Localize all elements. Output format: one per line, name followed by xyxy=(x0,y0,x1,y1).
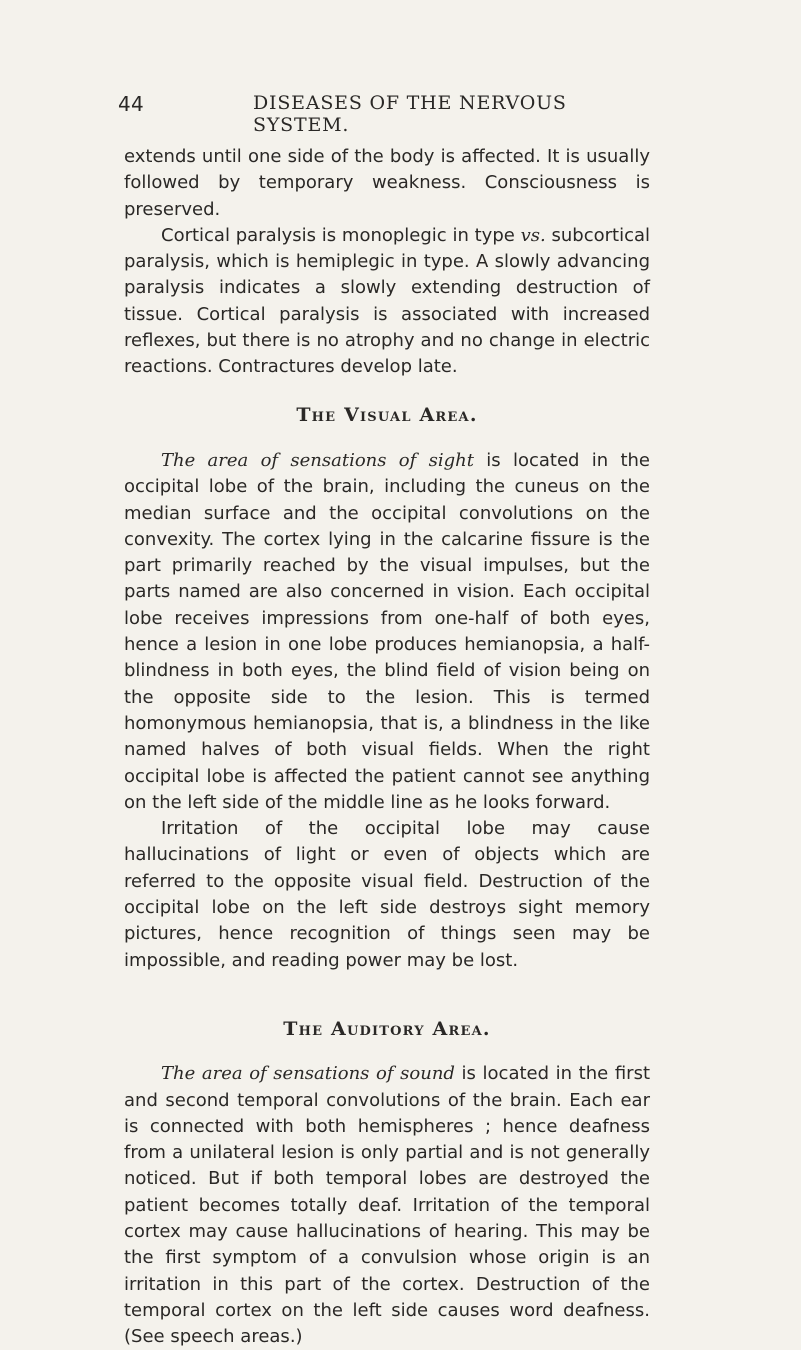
page-header xyxy=(118,92,648,136)
section-heading-visual-area: The Visual Area. xyxy=(296,403,478,426)
paragraph-auditory-area xyxy=(124,1061,650,1350)
paragraph-text: subcortical paralysis, which is hemiplegic in type. A slowly advancing paralysis indicates a slowly extending destruction of tissue. Cortical paralysis is associated with increased reflexes, but there is no atrophy and no change in electric reactions. Contractures develop late. xyxy=(124,224,650,378)
italic-phrase: The area of sensations of sound xyxy=(161,1063,455,1085)
body-text xyxy=(124,144,650,1350)
paragraph-text: is located in the occipital lobe of the brain, including the cuneus on the median surface and the occipital convolutions on the convexity. The cortex lying in the calcarine fissure is the part primarily reached by the visual impulses, but the parts named are also concerned in vision. Each occipital lobe receives impressions from one-half of both eyes, hence a lesion in one lobe produces hemianopsia, a half-blindness in both eyes, the blind field of vision being on the opposite side to the lesion. This is termed homonymous hemianopsia, that is, a blindness in the like named halves of both visual fields. When the right occipital lobe is affected the patient cannot see anything on the left side of the middle line as he looks forward. xyxy=(124,449,650,813)
paragraph-continuation: extends until one side of the body is affected. It is usually followed by temporary weakness. Consciousness is preserved. xyxy=(124,146,650,220)
page-number: 44 xyxy=(118,92,145,116)
paragraph-text: is located in the first and second temporal convolutions of the brain. Each ear is connected with both hemispheres ; hence deafness from a unilateral lesion is only partial and is not generally noticed. But if both temporal lobes are destroyed the patient becomes totally deaf. Irritation of the temporal cortex may cause hallucinations of hearing. This may be the first symptom of a convulsion whose origin is an irritation in this part of the cortex. Destruction of the temporal cortex on the left side causes word deafness. (See speech areas.) xyxy=(124,1063,651,1348)
paragraph-visual-area xyxy=(124,448,650,816)
paragraph-text: Cortical paralysis is monoplegic in type xyxy=(161,224,521,246)
italic-phrase: The area of sensations of sight xyxy=(161,449,474,471)
running-title: DISEASES OF THE NERVOUS SYSTEM. xyxy=(253,92,567,136)
italic-vs: vs. xyxy=(520,224,546,246)
paragraph-cortical-paralysis xyxy=(124,223,650,381)
paragraph-occipital-irritation: Irritation of the occipital lobe may cause hallucinations of light or even of objects which are referred to the opposite visual field. Destruction of the occipital lobe on the left side destroys sight memory pictures, hence recognition of things seen may be impossible, and reading power may be lost. xyxy=(124,818,650,971)
section-heading-auditory-area: The Auditory Area. xyxy=(283,1017,491,1040)
